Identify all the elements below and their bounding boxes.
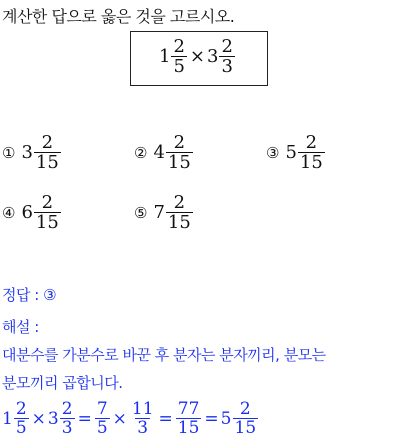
eq-fraction-4 [130,401,156,436]
option-fraction-3 [298,134,325,171]
eq-fraction-6 [233,401,259,436]
eq-numerator-6: 2 [239,399,251,419]
eq-denominator-3: 5 [96,418,108,438]
option-numerator-2: 2 [173,132,186,153]
answer-value: ③ [43,286,57,304]
option-2[interactable] [134,134,194,171]
option-marker-5: ⑤ [134,203,148,222]
option-whole-5: 7 [153,202,165,223]
option-fraction-1 [34,134,61,171]
eq-denominator-5: 15 [177,418,200,438]
expr-denominator-1: 5 [173,56,185,77]
eq-whole-6: 5 [220,408,232,429]
option-whole-3: 5 [285,142,297,163]
answer-line [2,284,56,305]
option-fraction-5 [166,194,193,231]
eq-numerator-2: 2 [61,399,73,419]
expr-numerator-1: 2 [173,36,185,57]
eq-denominator-4: 3 [137,418,149,438]
explanation-label: 해설 : [2,318,39,336]
eq-equals-2: = [158,408,173,429]
explanation-equation [2,401,259,436]
option-4[interactable] [2,194,62,231]
option-denominator-3: 15 [299,152,323,173]
eq-numerator-1: 2 [15,399,27,419]
expr-fraction-1 [171,38,186,75]
explanation-line-2: 분모끼리 곱합니다. [2,374,123,392]
expr-numerator-2: 2 [221,36,233,57]
eq-whole-2: 3 [47,408,59,429]
expr-whole-1: 1 [159,46,171,67]
answer-label: 정답 : [2,286,39,304]
option-numerator-1: 2 [41,132,54,153]
option-whole-1: 3 [21,142,33,163]
option-denominator-2: 15 [167,152,191,173]
eq-numerator-4: 11 [131,399,154,419]
option-fraction-4 [34,194,61,231]
eq-denominator-2: 3 [61,418,73,438]
option-denominator-4: 15 [35,212,59,233]
option-marker-2: ② [134,143,148,162]
expr-denominator-2: 3 [221,56,233,77]
option-fraction-2 [166,134,193,171]
eq-fraction-5 [176,401,202,436]
eq-denominator-6: 15 [234,418,257,438]
question-text: 계산한 답으로 옳은 것을 고르시오. [2,7,235,26]
option-marker-1: ① [2,143,16,162]
option-denominator-5: 15 [167,212,191,233]
eq-times-2: × [112,408,127,429]
eq-equals-3: = [204,408,219,429]
option-1[interactable] [2,134,62,171]
option-whole-4: 6 [21,202,33,223]
option-3[interactable] [266,134,326,171]
expression [159,38,236,75]
option-whole-2: 4 [153,142,165,163]
option-denominator-1: 15 [35,152,59,173]
option-5[interactable] [134,194,194,231]
explanation-line-1: 대분수를 가분수로 바꾼 후 분자는 분자끼리, 분모는 [2,346,326,364]
expr-whole-2: 3 [207,46,219,67]
eq-times-1: × [31,408,46,429]
eq-denominator-1: 5 [15,418,27,438]
expr-fraction-2 [219,38,234,75]
option-marker-3: ③ [266,143,280,162]
option-numerator-5: 2 [173,192,186,213]
eq-equals-1: = [77,408,92,429]
eq-numerator-3: 7 [96,399,108,419]
eq-fraction-2 [60,401,75,436]
eq-whole-1: 1 [2,408,13,429]
option-numerator-4: 2 [41,192,54,213]
expression-box [130,31,268,86]
eq-fraction-3 [95,401,110,436]
expr-operator: × [189,46,205,67]
option-numerator-3: 2 [305,132,318,153]
eq-fraction-1 [14,401,29,436]
option-marker-4: ④ [2,203,16,222]
eq-numerator-5: 77 [177,399,200,419]
